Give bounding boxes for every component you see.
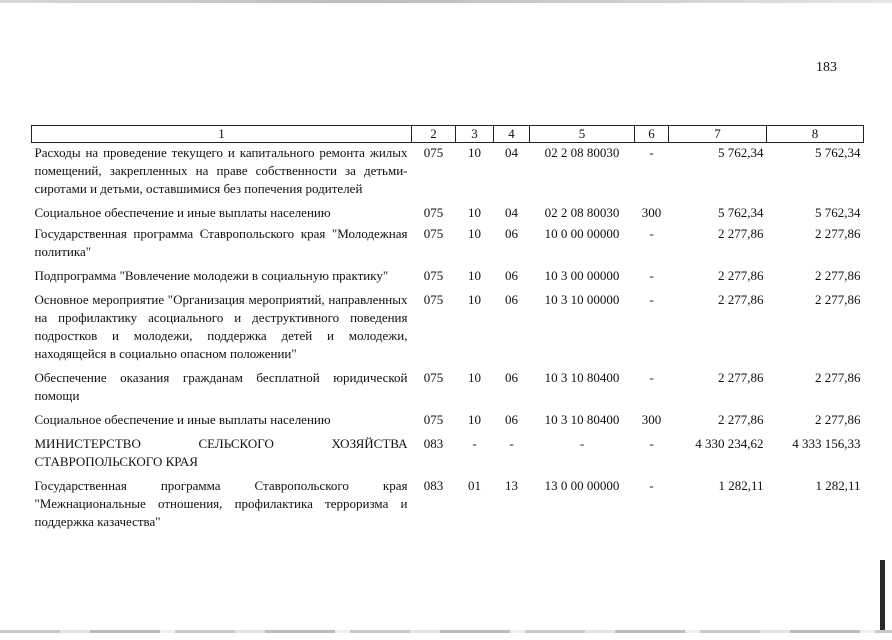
row-code-section: 10 xyxy=(468,145,481,160)
table-row xyxy=(32,224,864,263)
row-amount-year2: 2 277,86 xyxy=(815,370,861,385)
column-header-7: 7 xyxy=(669,126,767,143)
row-amount-year1: 2 277,86 xyxy=(718,268,764,283)
row-description: Социальное обеспечение и иные выплаты населению xyxy=(34,205,331,220)
row-code-expense-type: - xyxy=(649,370,654,385)
row-amount-year2: 5 762,34 xyxy=(815,145,861,160)
row-amount-year1: 1 282,11 xyxy=(718,478,764,493)
row-description: Подпрограмма "Вовлечение молодежи в социальную практику" xyxy=(34,268,389,283)
row-code-expense-type: - xyxy=(649,436,654,451)
row-description: Социальное обеспечение и иные выплаты населению xyxy=(34,412,331,427)
row-code-ministry: 075 xyxy=(423,370,444,385)
row-code-section: 10 xyxy=(468,370,481,385)
row-amount-year2: 2 277,86 xyxy=(815,412,861,427)
row-code-section: - xyxy=(472,436,477,451)
table-row xyxy=(32,473,864,533)
row-code-ministry: 075 xyxy=(423,412,444,427)
row-code-target: 02 2 08 80030 xyxy=(544,145,620,160)
table-row xyxy=(32,143,864,201)
row-code-expense-type: - xyxy=(649,145,654,160)
scan-edge-top xyxy=(0,0,892,3)
column-header-8: 8 xyxy=(767,126,864,143)
row-description: Государственная программа Ставропольского края "Молодежная политика" xyxy=(34,226,408,259)
row-amount-year2: 5 762,34 xyxy=(815,205,861,220)
table-row xyxy=(32,263,864,287)
row-code-subsection: 13 xyxy=(505,478,518,493)
row-code-expense-type: - xyxy=(649,226,654,241)
row-code-expense-type: - xyxy=(649,292,654,307)
row-code-section: 01 xyxy=(468,478,481,493)
row-code-subsection: - xyxy=(509,436,514,451)
row-code-expense-type: 300 xyxy=(641,412,662,427)
table-row xyxy=(32,431,864,473)
row-amount-year2: 2 277,86 xyxy=(815,268,861,283)
table-row xyxy=(32,287,864,365)
scan-edge-right xyxy=(880,560,885,630)
row-code-subsection: 04 xyxy=(505,145,518,160)
row-code-subsection: 06 xyxy=(505,292,518,307)
row-code-ministry: 075 xyxy=(423,292,444,307)
row-code-ministry: 075 xyxy=(423,268,444,283)
page-number: 183 xyxy=(816,60,837,75)
row-code-ministry: 083 xyxy=(423,478,444,493)
column-header-3: 3 xyxy=(456,126,494,143)
table-row xyxy=(32,200,864,224)
row-amount-year1: 2 277,86 xyxy=(718,370,764,385)
table-header-row xyxy=(32,126,864,143)
row-code-section: 10 xyxy=(468,268,481,283)
row-amount-year1: 2 277,86 xyxy=(718,412,764,427)
row-code-subsection: 06 xyxy=(505,268,518,283)
row-amount-year2: 2 277,86 xyxy=(815,226,861,241)
row-amount-year1: 4 330 234,62 xyxy=(695,436,764,451)
row-code-target: - xyxy=(579,436,585,451)
row-code-target: 10 3 10 80400 xyxy=(544,370,620,385)
row-code-ministry: 075 xyxy=(423,226,444,241)
table-row xyxy=(32,365,864,407)
table-row xyxy=(32,407,864,431)
row-amount-year1: 5 762,34 xyxy=(718,145,764,160)
row-code-ministry: 075 xyxy=(423,205,444,220)
column-header-1: 1 xyxy=(32,126,412,143)
row-code-target: 10 3 00 00000 xyxy=(544,268,620,283)
column-header-2: 2 xyxy=(412,126,456,143)
row-code-expense-type: - xyxy=(649,478,654,493)
row-amount-year1: 2 277,86 xyxy=(718,226,764,241)
row-code-target: 10 3 10 00000 xyxy=(544,292,620,307)
row-amount-year2: 1 282,11 xyxy=(815,478,861,493)
row-description: Основное мероприятие "Организация мероприятий, направленных на профилактику асоциального и деструктивного поведения подростков и молодежи, поддержка детей и молодежи, находящейся в социально опасном положении" xyxy=(34,292,408,361)
column-header-4: 4 xyxy=(494,126,530,143)
row-code-target: 10 0 00 00000 xyxy=(544,226,620,241)
row-amount-year2: 4 333 156,33 xyxy=(792,436,861,451)
row-code-subsection: 04 xyxy=(505,205,518,220)
row-code-ministry: 075 xyxy=(423,145,444,160)
budget-table xyxy=(31,125,864,533)
row-code-target: 02 2 08 80030 xyxy=(544,205,620,220)
row-amount-year2: 2 277,86 xyxy=(815,292,861,307)
row-code-subsection: 06 xyxy=(505,370,518,385)
row-description: Государственная программа Ставропольского края "Межнациональные отношения, профилактика терроризма и поддержка казачества" xyxy=(34,478,408,529)
row-code-subsection: 06 xyxy=(505,412,518,427)
row-code-ministry: 083 xyxy=(423,436,444,451)
column-header-5: 5 xyxy=(530,126,635,143)
row-code-subsection: 06 xyxy=(505,226,518,241)
row-description: Обеспечение оказания гражданам бесплатной юридической помощи xyxy=(34,370,408,403)
row-code-expense-type: 300 xyxy=(641,205,662,220)
row-code-section: 10 xyxy=(468,205,481,220)
column-header-6: 6 xyxy=(635,126,669,143)
row-description: МИНИСТЕРСТВО СЕЛЬСКОГО ХОЗЯЙСТВА СТАВРОПОЛЬСКОГО КРАЯ xyxy=(34,436,408,469)
scan-edge-bottom xyxy=(0,630,892,633)
row-code-expense-type: - xyxy=(649,268,654,283)
row-description: Расходы на проведение текущего и капитального ремонта жилых помещений, закрепленных на праве собственности за детьми-сиротами и детьми, оставшимися без попечения родителей xyxy=(34,145,408,196)
row-code-section: 10 xyxy=(468,412,481,427)
row-code-target: 13 0 00 00000 xyxy=(544,478,620,493)
row-code-section: 10 xyxy=(468,292,481,307)
row-code-section: 10 xyxy=(468,226,481,241)
row-amount-year1: 5 762,34 xyxy=(718,205,764,220)
row-code-target: 10 3 10 80400 xyxy=(544,412,620,427)
row-amount-year1: 2 277,86 xyxy=(718,292,764,307)
